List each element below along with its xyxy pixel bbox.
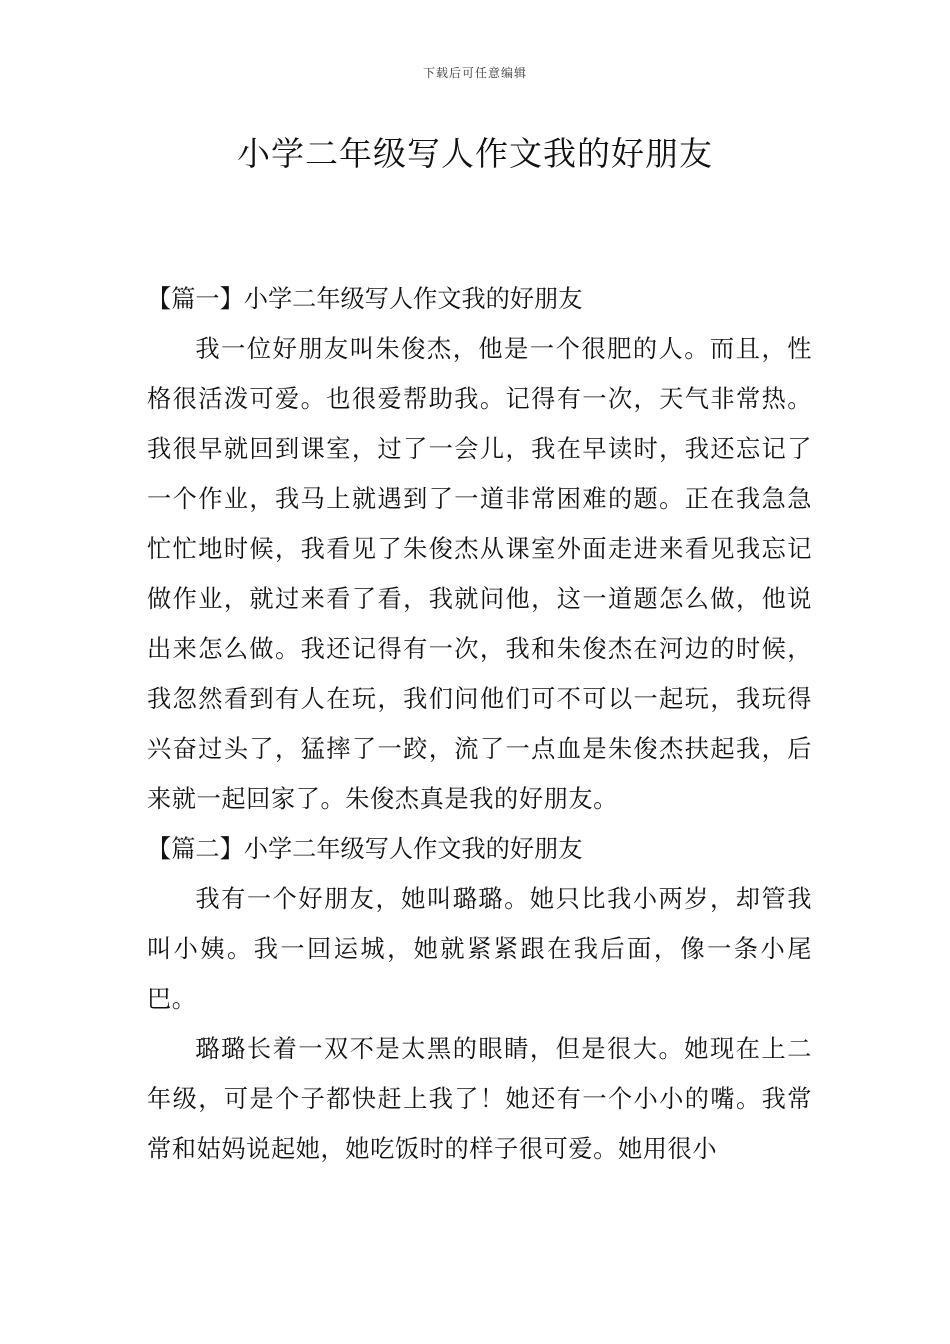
paragraph: 我一位好朋友叫朱俊杰，他是一个很肥的人。而且，性格很活泼可爱。也很爱帮助我。记得有一次，天气非常热。我很早就回到课室，过了一会儿，我在早读时，我还忘记了一个作业，我马上就遇到了一道非常困难的题。正在我急急忙忙地时候，我看见了朱俊杰从课室外面走进来看见我忘记做作业，就过来看了看，我就问他，这一道题怎么做，他说出来怎么做。我还记得有一次，我和朱俊杰在河边的时候，我忽然看到有人在玩，我们问他们可不可以一起玩，我玩得兴奋过头了，猛摔了一跤，流了一点血是朱俊杰扶起我，后来就一起回家了。朱俊杰真是我的好朋友。 (147, 335, 812, 813)
section-2 (147, 824, 812, 1174)
paragraph: 我有一个好朋友，她叫璐璐。她只比我小两岁，却管我叫小姨。我一回运城，她就紧紧跟在我后面，像一条小尾巴。 (147, 885, 812, 1013)
header-note: 下载后可任意编辑 (422, 66, 527, 80)
section-heading: 【篇二】小学二年级写人作文我的好朋友 (147, 835, 583, 863)
paragraph: 璐璐长着一双不是太黑的眼睛，但是很大。她现在上二年级，可是个子都快赶上我了！她还有一个小小的嘴。我常常和姑妈说起她，她吃饭时的样子很可爱。她用很小 (147, 1035, 812, 1163)
section-1 (147, 274, 812, 824)
document-body (147, 274, 812, 1174)
document-title: 小学二年级写人作文我的好朋友 (237, 134, 713, 173)
section-heading: 【篇一】小学二年级写人作文我的好朋友 (147, 285, 583, 313)
